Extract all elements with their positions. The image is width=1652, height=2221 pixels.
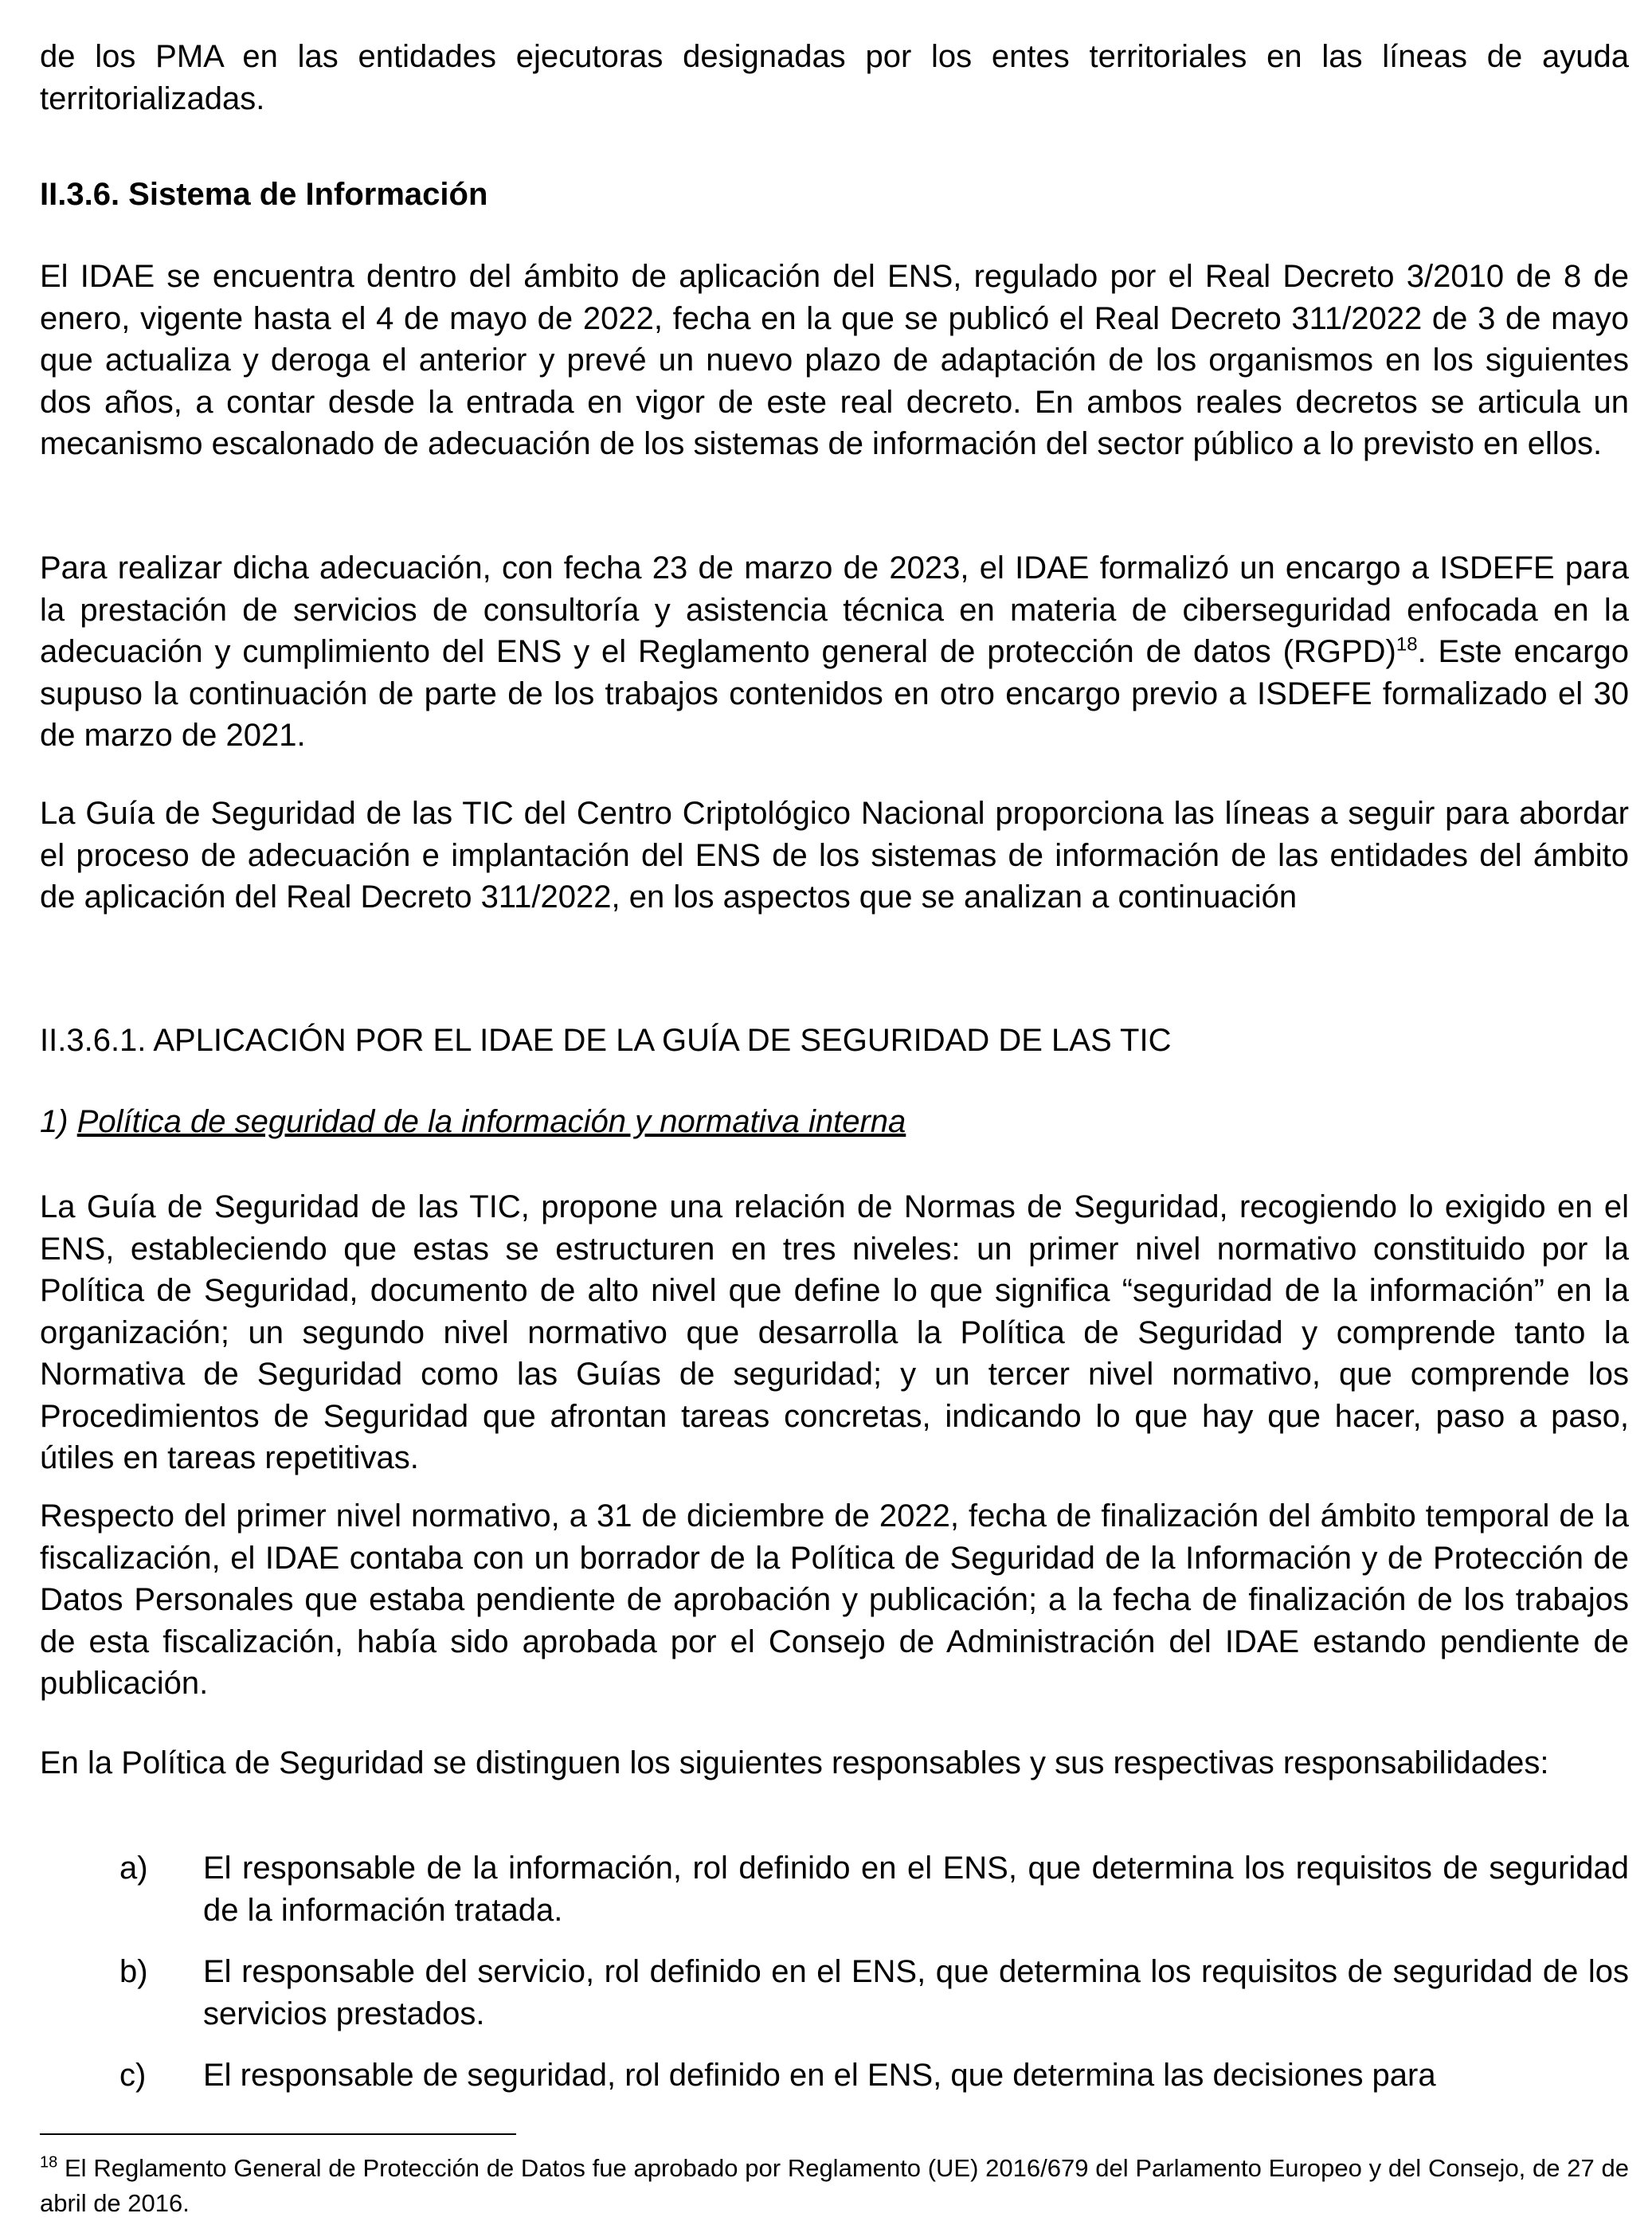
text: Para realizar dicha adecuación, con fecha 23 de marzo de 2023, el IDAE formalizó un encargo a ISDEFE para la prestación de servicios de consultoría y asistencia técnica en materia de ciberseguridad enfocada en la adecuación y cumplimiento del ENS y el Reglamento general de protección de datos (RGPD) <box>40 550 1629 669</box>
item-number: 1) <box>40 1104 69 1139</box>
subsection-paragraph-1: La Guía de Seguridad de las TIC, propone una relación de Normas de Seguridad, recogiendo lo exigido en el ENS, estableciendo que estas se estructuren en tres niveles: un primer nivel normativo constituido por la Política de Seguridad, documento de alto nivel que define lo que significa “seguridad de la información” en la organización; un segundo nivel normativo que desarrolla la Política de Seguridad y comprende tanto la Normativa de Seguridad como las Guías de seguridad; y un tercer nivel normativo, que comprende los Procedimientos de Seguridad que afrontan tareas concretas, indicando lo que hay que hacer, paso a paso, útiles en tareas repetitivas. <box>40 1189 1629 1475</box>
item-title <box>40 1101 1629 1143</box>
subsection-heading: II.3.6.1. APLICACIÓN POR EL IDAE DE LA GUÍA DE SEGURIDAD DE LAS TIC <box>40 1023 1172 1058</box>
section-heading: II.3.6. Sistema de Información <box>40 177 488 212</box>
section-paragraph-2 <box>40 547 1629 757</box>
item-title-text: Política de seguridad de la información y normativa interna <box>76 1104 906 1139</box>
intro-continuation <box>40 36 1629 119</box>
list-item <box>40 1847 1629 1931</box>
list-item <box>40 2055 1629 2097</box>
section-paragraph-1: El IDAE se encuentra dentro del ámbito de aplicación del ENS, regulado por el Real Decreto 3/2010 de 8 de enero, vigente hasta el 4 de mayo de 2022, fecha en la que se publicó el Real Decreto 311/2022 de 3 de mayo que actualiza y deroga el anterior y prevé un nuevo plazo de adaptación de los organismos en los siguientes dos años, a contar desde la entrada en vigor de este real decreto. En ambos reales decretos se articula un mecanismo escalonado de adecuación de los sistemas de información del sector público a lo previsto en ellos. <box>40 259 1629 461</box>
list-text: El responsable de la información, rol definido en el ENS, que determina los requisitos de seguridad de la información tratada. <box>203 1851 1629 1928</box>
list-label: a) <box>119 1851 148 1886</box>
paragraph: de los PMA en las entidades ejecutoras designadas por los entes territoriales en las líneas de ayuda territorializadas. <box>40 39 1629 116</box>
footnote-divider <box>40 2133 516 2135</box>
subsection-paragraph-2: Respecto del primer nivel normativo, a 31 de diciembre de 2022, fecha de finalización del ámbito temporal de la fiscalización, el IDAE contaba con un borrador de la Política de Seguridad de la Información y de Protección de Datos Personales que estaba pendiente de aprobación y publicación; a la fecha de finalización de los trabajos de esta fiscalización, había sido aprobada por el Consejo de Administración del IDAE estando pendiente de publicación. <box>40 1498 1629 1701</box>
footnote-number: 18 <box>40 2153 58 2172</box>
footnote-text: El Reglamento General de Protección de Datos fue aprobado por Reglamento (UE) 2016/679 del Parlamento Europeo y del Consejo, de 27 de abril de 2016. <box>40 2154 1629 2217</box>
list-text: El responsable de seguridad, rol definido en el ENS, que determina las decisiones para <box>203 2058 1436 2093</box>
section-paragraph-3: La Guía de Seguridad de las TIC del Centro Criptológico Nacional proporciona las líneas a seguir para abordar el proceso de adecuación e implantación del ENS de los sistemas de información de las entidades del ámbito de aplicación del Real Decreto 311/2022, en los aspectos que se analizan a continuación <box>40 796 1629 915</box>
text: . Este encargo supuso la continuación de parte de los trabajos contenidos en otro encargo previo a ISDEFE formalizado el 30 de marzo de 2021. <box>40 634 1629 753</box>
footnote-ref[interactable]: 18 <box>1396 633 1418 656</box>
list-text: El responsable del servicio, rol definido en el ENS, que determina los requisitos de seguridad de los servicios prestados. <box>203 1954 1629 2031</box>
list-label: b) <box>119 1954 148 1989</box>
list-item <box>40 1951 1629 2035</box>
subsection-paragraph-3: En la Política de Seguridad se distinguen los siguientes responsables y sus respectivas responsabilidades: <box>40 1745 1549 1780</box>
footnote <box>40 2151 1629 2221</box>
list-label: c) <box>119 2058 147 2093</box>
